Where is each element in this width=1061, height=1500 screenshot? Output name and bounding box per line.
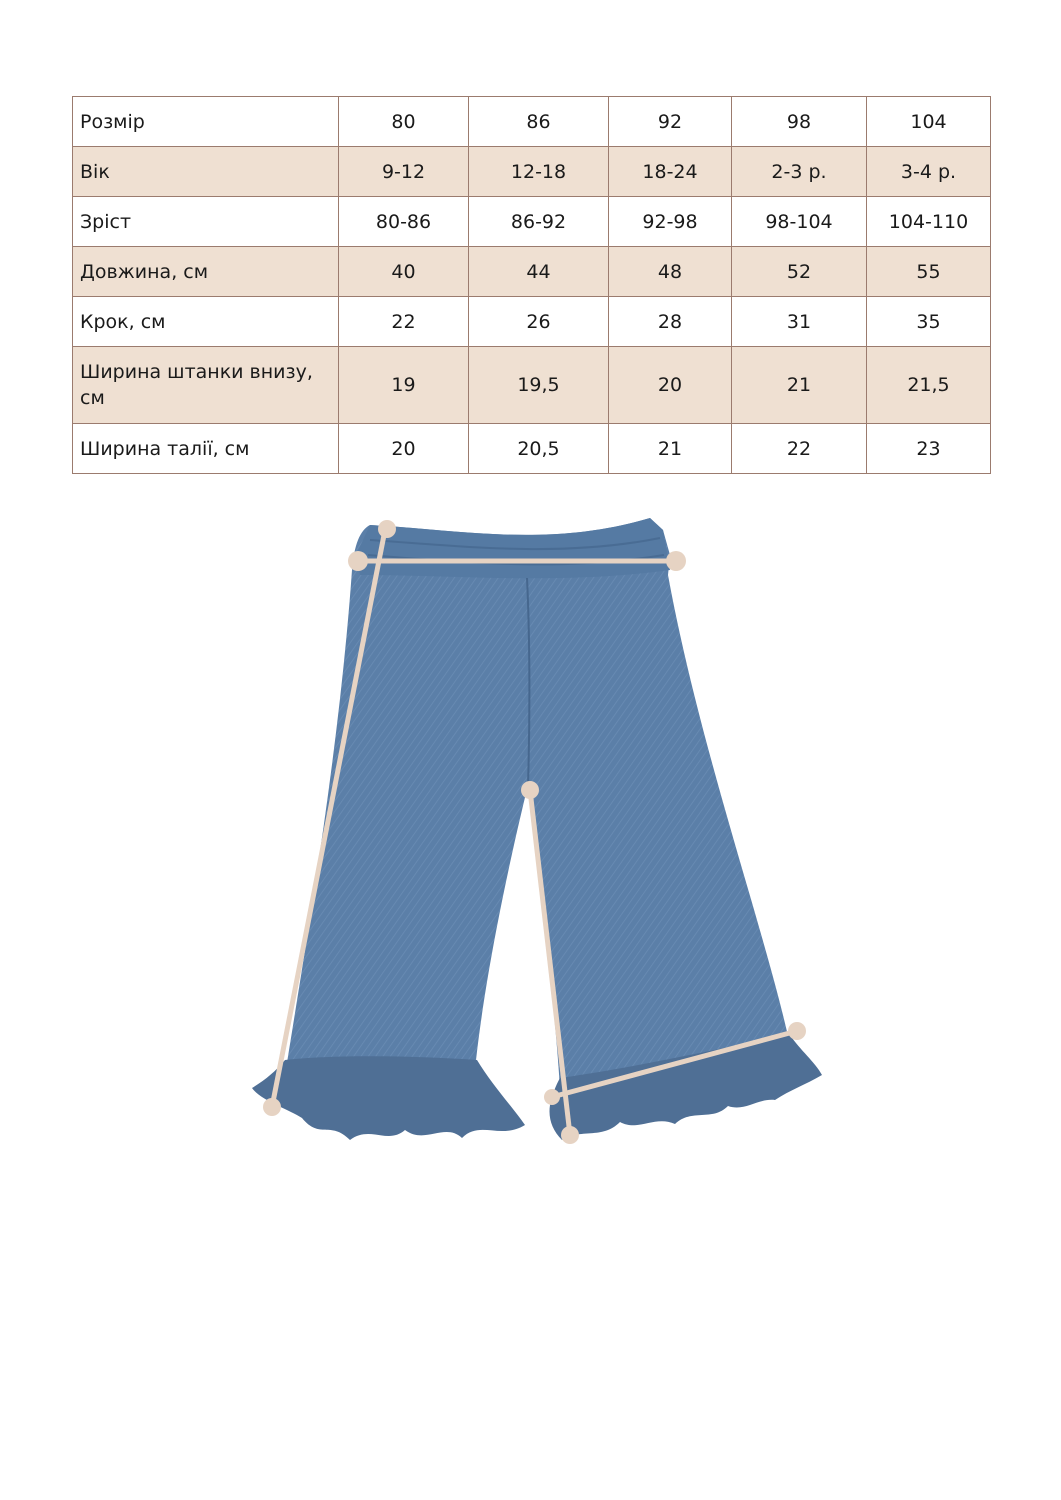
row-label: Вік (73, 147, 339, 197)
left-ruffle (252, 1056, 525, 1140)
table-row-height (73, 197, 991, 247)
table-cell: 21,5 (867, 347, 991, 424)
table-cell: 48 (609, 247, 732, 297)
table-cell: 9-12 (339, 147, 469, 197)
table-cell: 20 (609, 347, 732, 424)
row-label: Крок, см (73, 297, 339, 347)
table-row-leg-width (73, 347, 991, 424)
measure-dot (348, 551, 368, 571)
row-label: Довжина, см (73, 247, 339, 297)
table-cell: 26 (469, 297, 609, 347)
table-cell: 18-24 (609, 147, 732, 197)
table-cell: 20,5 (469, 424, 609, 474)
table-cell: 98 (732, 97, 867, 147)
table-cell: 52 (732, 247, 867, 297)
table-cell: 23 (867, 424, 991, 474)
table-cell: 92-98 (609, 197, 732, 247)
table-cell: 21 (609, 424, 732, 474)
measure-dot (561, 1126, 579, 1144)
table-cell: 35 (867, 297, 991, 347)
table-cell: 22 (732, 424, 867, 474)
table-cell: 104-110 (867, 197, 991, 247)
row-label: Зріст (73, 197, 339, 247)
row-label: Ширина талії, см (73, 424, 339, 474)
table-cell: 86 (469, 97, 609, 147)
size-chart-table (72, 96, 991, 474)
table-cell: 55 (867, 247, 991, 297)
measure-dot (521, 781, 539, 799)
measure-dot (263, 1098, 281, 1116)
table-cell: 21 (732, 347, 867, 424)
table-cell: 12-18 (469, 147, 609, 197)
measure-dot (544, 1089, 560, 1105)
table-row-size (73, 97, 991, 147)
table-cell: 22 (339, 297, 469, 347)
table-cell: 2-3 р. (732, 147, 867, 197)
table-cell: 80 (339, 97, 469, 147)
table-cell: 92 (609, 97, 732, 147)
table-row-waist-width (73, 424, 991, 474)
table-cell: 19,5 (469, 347, 609, 424)
measure-dot (788, 1022, 806, 1040)
row-label: Ширина штанки внизу, см (73, 347, 339, 424)
measure-dot (378, 520, 396, 538)
table-cell: 31 (732, 297, 867, 347)
table-cell: 80-86 (339, 197, 469, 247)
table-row-age (73, 147, 991, 197)
table-row-inseam (73, 297, 991, 347)
table-cell: 3-4 р. (867, 147, 991, 197)
table-cell: 44 (469, 247, 609, 297)
table-cell: 20 (339, 424, 469, 474)
table-cell: 28 (609, 297, 732, 347)
table-row-length (73, 247, 991, 297)
measure-dot (666, 551, 686, 571)
pants-body (285, 518, 790, 1090)
table-cell: 19 (339, 347, 469, 424)
table-cell: 86-92 (469, 197, 609, 247)
table-cell: 104 (867, 97, 991, 147)
pants-measurement-illustration (230, 500, 850, 1160)
table-cell: 98-104 (732, 197, 867, 247)
table-cell: 40 (339, 247, 469, 297)
row-label: Розмір (73, 97, 339, 147)
pants-svg (230, 500, 850, 1160)
